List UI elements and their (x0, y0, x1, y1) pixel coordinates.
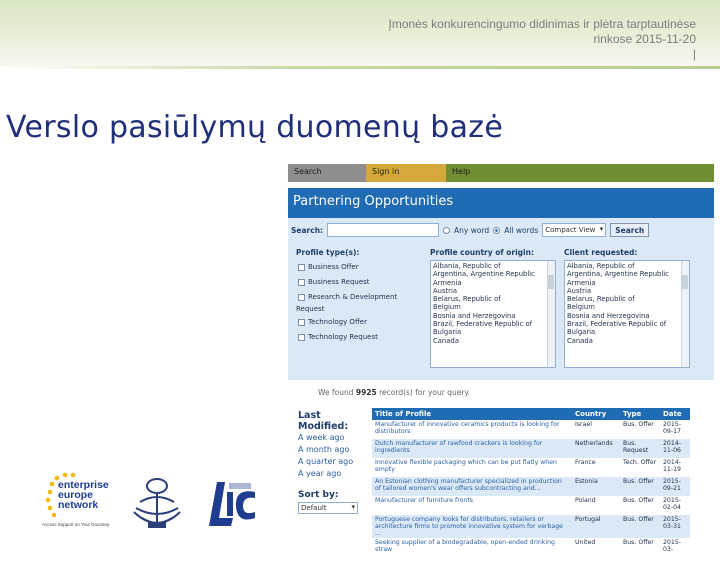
row-type: Bus. Offer (620, 515, 660, 538)
found-post: record(s) for your query. (379, 388, 471, 397)
row-date: 2014-11-19 (663, 459, 681, 473)
row-country: United (575, 539, 596, 546)
list-item[interactable]: Argentina, Argentine Republic (567, 270, 669, 279)
list-item[interactable]: Albania, Republic of (433, 262, 501, 270)
results-table (372, 408, 690, 557)
list-item[interactable]: Bulgaria (433, 328, 462, 337)
chk-label: Research & Development (308, 293, 398, 301)
table-row[interactable] (372, 439, 690, 458)
sort-by-title: Sort by: (298, 490, 339, 500)
scrollbar[interactable] (681, 261, 689, 367)
row-title[interactable]: Portuguese company looks for distributors, retailers or architecture firms to promote innovative system for verbage ... (372, 515, 572, 538)
search-row (288, 218, 714, 242)
list-item[interactable]: Austria (433, 286, 458, 295)
row-country: Poland (575, 497, 596, 504)
header-pipe: | (692, 47, 696, 61)
row-type: Bus. Offer (620, 477, 660, 496)
checkbox-icon[interactable] (298, 334, 305, 341)
row-date: 2015-03- (663, 539, 681, 553)
client-list[interactable] (564, 260, 690, 368)
header-caption (356, 17, 696, 62)
row-type: Bus. Offer (623, 539, 654, 546)
client-title: Client requested: (564, 248, 638, 257)
table-row[interactable] (372, 420, 690, 439)
list-item[interactable]: Belgium (567, 303, 595, 312)
een-wordmark: enterprise europe network (58, 479, 109, 511)
lm-link-week[interactable]: A week ago (298, 433, 345, 442)
row-country: France (575, 459, 596, 466)
row-date: 2015-03-31 (660, 515, 690, 538)
chk-technology-request[interactable] (298, 333, 378, 341)
list-item[interactable]: Bulgaria (567, 328, 596, 337)
any-word-label: Any word (454, 225, 490, 235)
chk-rd-request-cont (296, 305, 324, 313)
results-count (288, 388, 714, 402)
nav-signin[interactable]: Sign in (366, 164, 446, 182)
list-item[interactable]: Belarus, Republic of (567, 295, 635, 304)
list-item[interactable]: Bosnia and Herzegovina (567, 311, 650, 320)
scrollbar[interactable] (547, 261, 555, 367)
list-item[interactable]: Canada (433, 336, 459, 345)
row-date: 2015-09-17 (663, 421, 681, 435)
all-words-label: All words (504, 225, 539, 235)
col-country[interactable]: Country (572, 408, 620, 420)
anchor-emblem-logo (122, 472, 192, 534)
row-country: Estonia (572, 477, 620, 496)
chk-technology-offer[interactable] (298, 318, 367, 326)
chk-label: Technology Request (308, 333, 378, 341)
checkbox-icon[interactable] (298, 319, 305, 326)
list-item[interactable]: Belgium (433, 303, 461, 312)
row-type: Bus. Offer (623, 421, 654, 428)
chk-label: Request (296, 305, 325, 313)
row-country: Israel (575, 421, 592, 428)
list-item[interactable]: Armenia (433, 278, 462, 287)
lic-logo (205, 478, 257, 528)
table-row[interactable] (372, 458, 690, 477)
last-modified-panel (298, 410, 370, 514)
last-modified-title: Last Modified: (298, 410, 349, 432)
scroll-thumb[interactable] (548, 275, 554, 289)
found-count: 9925 (355, 388, 377, 397)
lm-link-quarter[interactable]: A quarter ago (298, 457, 354, 466)
checkbox-icon[interactable] (298, 264, 305, 271)
list-item[interactable]: Albania, Republic of (567, 262, 635, 270)
row-country: Netherlands (572, 439, 620, 458)
view-select[interactable]: Compact View ▾ (542, 223, 606, 237)
col-title[interactable]: Title of Profile (372, 408, 572, 420)
lm-link-month[interactable]: A month ago (298, 445, 350, 454)
list-item[interactable]: Brazil, Federative Republic of (567, 320, 667, 329)
nav-help[interactable]: Help (446, 164, 714, 182)
list-item[interactable]: Bosnia and Herzegovina (433, 311, 516, 320)
list-item[interactable]: Canada (567, 336, 593, 345)
checkbox-icon[interactable] (298, 279, 305, 286)
lm-link-year[interactable]: A year ago (298, 469, 342, 478)
row-title[interactable]: Seeking supplier of a biodegradable, open-ended drinking straw (375, 539, 555, 553)
row-title[interactable]: Dutch manufacturer of rawfood crackers is looking for ingredients (372, 439, 572, 458)
row-title[interactable]: Manufacturer of furniture fronts (375, 497, 473, 504)
header-line-1: Įmonės konkurencingumo didinimas ir plėtra tarptautinėse (388, 17, 696, 31)
filters-panel (288, 242, 714, 380)
een-tagline: Access Support on Your Doorstep (42, 522, 110, 527)
enterprise-europe-network-logo (38, 470, 118, 532)
search-button[interactable]: Search (610, 223, 649, 237)
slide-title: Verslo pasiūlymų duomenų bazė (6, 110, 504, 145)
checkbox-icon[interactable] (298, 294, 305, 301)
lic-icon (205, 478, 257, 528)
results-area (288, 402, 714, 572)
anchor-icon (122, 472, 192, 534)
row-country: Portugal (572, 515, 620, 538)
search-input[interactable] (327, 223, 439, 237)
header-line-2: rinkose 2015-11-20 (593, 32, 696, 46)
list-item[interactable]: Armenia (567, 278, 596, 287)
chk-business-request[interactable] (298, 278, 370, 286)
row-type: Bus. Offer (623, 497, 654, 504)
row-title[interactable]: Innovative flexible packaging which can be put flatly when empty (375, 459, 557, 473)
chk-business-offer[interactable] (298, 263, 359, 271)
table-row[interactable] (372, 515, 690, 538)
all-words-radio[interactable] (493, 227, 500, 234)
header-divider (0, 66, 720, 69)
origin-title: Profile country of origin: (430, 248, 534, 257)
row-date: 2014-11-06 (660, 439, 690, 458)
found-pre: We found (318, 388, 354, 397)
table-header-row (372, 408, 690, 420)
row-date: 2015-02-04 (663, 497, 681, 511)
sort-select[interactable]: Default ▾ (298, 502, 358, 514)
any-word-radio[interactable] (443, 227, 450, 234)
row-date: 2015-09-21 (660, 477, 690, 496)
list-item[interactable]: Austria (567, 286, 592, 295)
chk-label: Business Offer (308, 263, 359, 271)
col-date[interactable]: Date (660, 408, 690, 420)
chk-label: Business Request (308, 278, 370, 286)
chk-rd-request[interactable] (298, 293, 397, 301)
row-type: Tech. Offer (623, 459, 657, 466)
table-row[interactable] (372, 538, 690, 557)
row-title[interactable]: An Estonian clothing manufacturer specialized in production of tailored women's wear offers subcontracting and... (372, 477, 572, 496)
col-type[interactable]: Type (620, 408, 660, 420)
origin-list[interactable] (430, 260, 556, 368)
partnering-title: Partnering Opportunities (288, 188, 714, 218)
list-item[interactable]: Argentina, Argentine Republic (433, 270, 535, 279)
top-nav (288, 164, 714, 182)
chk-label: Technology Offer (308, 318, 367, 326)
profile-type-title: Profile type(s): (296, 248, 360, 257)
row-type: Bus. Request (620, 439, 660, 458)
search-label: Search: (291, 225, 324, 235)
embedded-screenshot (288, 164, 714, 553)
scroll-thumb[interactable] (682, 275, 688, 289)
table-row[interactable] (372, 496, 690, 515)
table-row[interactable] (372, 477, 690, 496)
row-title[interactable]: Manufacturer of innovative ceramics products is looking for distributors (375, 421, 560, 435)
list-item[interactable]: Belarus, Republic of (433, 295, 501, 304)
list-item[interactable]: Brazil, Federative Republic of (433, 320, 533, 329)
nav-search[interactable]: Search (288, 164, 366, 182)
